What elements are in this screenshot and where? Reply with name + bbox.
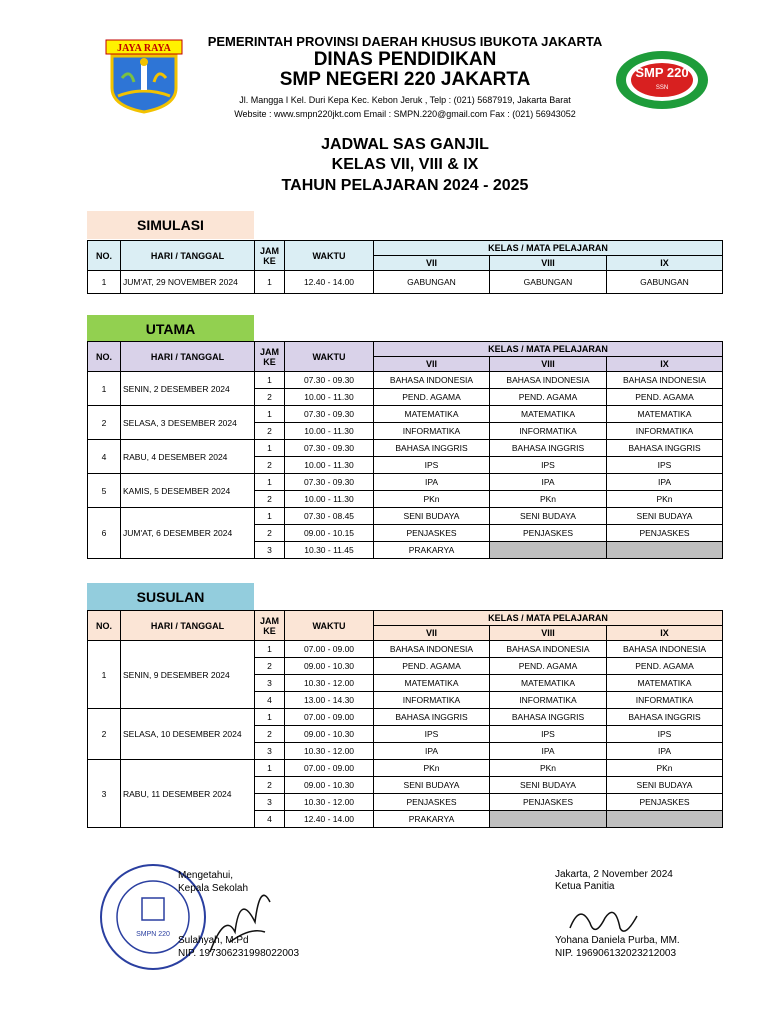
cell-ix: IPS [607,457,723,474]
cell-waktu: 07.30 - 09.30 [285,440,374,457]
cell-waktu: 09.00 - 10.30 [285,726,374,743]
cell-waktu: 10.30 - 11.45 [285,542,374,559]
col-viii: VIII [490,357,607,372]
cell-day: KAMIS, 5 DESEMBER 2024 [121,474,255,508]
left-sign-name: Sulahyah, M.Pd [178,935,249,946]
cell-ix: PKn [607,491,723,508]
cell-jam: 1 [255,440,285,457]
cell-vii: PRAKARYA [374,542,490,559]
col-jam: JAM KE [255,241,285,271]
cell-jam: 2 [255,658,285,675]
cell-ix: MATEMATIKA [607,406,723,423]
cell-viii [490,542,607,559]
cell-waktu: 07.00 - 09.00 [285,709,374,726]
cell-vii: SENI BUDAYA [374,777,490,794]
cell-day: JUM'AT, 6 DESEMBER 2024 [121,508,255,559]
jaya-raya-logo [104,38,184,114]
cell-viii: MATEMATIKA [490,406,607,423]
cell-jam: 3 [255,542,285,559]
cell-viii: PENJASKES [490,794,607,811]
header-school: SMP NEGERI 220 JAKARTA [279,69,531,90]
cell-viii: GABUNGAN [490,271,607,294]
cell-jam: 1 [255,271,285,294]
cell-no: 5 [88,474,121,508]
cell-day: SELASA, 3 DESEMBER 2024 [121,406,255,440]
cell-ix: BAHASA INGGRIS [607,709,723,726]
cell-waktu: 10.00 - 11.30 [285,423,374,440]
left-sign-label1: Mengetahui, [178,870,234,881]
col-day: HARI / TANGGAL [121,611,255,641]
cell-vii: INFORMATIKA [374,423,490,440]
cell-ix: GABUNGAN [607,271,723,294]
col-kelas: KELAS / MATA PELAJARAN [374,241,723,256]
cell-viii: PEND. AGAMA [490,389,607,406]
svg-text:SMP 220: SMP 220 [635,65,689,80]
cell-waktu: 09.00 - 10.15 [285,525,374,542]
col-viii: VIII [490,626,607,641]
header-address: Jl. Mangga I Kel. Duri Kepa Kec. Kebon Jeruk , Telp : (021) 5687919, Jakarta Barat [239,95,571,105]
cell-ix: PKn [607,760,723,777]
cell-waktu: 10.30 - 12.00 [285,794,374,811]
cell-viii: IPA [490,743,607,760]
cell-viii [490,811,607,828]
svg-text:JAYA RAYA: JAYA RAYA [117,43,171,54]
table-row [88,271,723,294]
table-row [88,641,723,658]
col-vii: VII [374,256,490,271]
cell-viii: INFORMATIKA [490,423,607,440]
cell-ix: MATEMATIKA [607,675,723,692]
smp220-logo [614,50,710,110]
right-sign-nip: NIP. 196906132023212003 [555,948,677,959]
cell-waktu: 07.30 - 08.45 [285,508,374,525]
cell-jam: 1 [255,760,285,777]
cell-vii: PEND. AGAMA [374,389,490,406]
cell-viii: BAHASA INGGRIS [490,709,607,726]
cell-jam: 1 [255,508,285,525]
cell-viii: IPA [490,474,607,491]
table-row [88,406,723,423]
cell-jam: 3 [255,794,285,811]
svg-text:SSN: SSN [655,85,669,91]
cell-ix [607,542,723,559]
cell-jam: 3 [255,675,285,692]
header-government: PEMERINTAH PROVINSI DAERAH KHUSUS IBUKOTA JAKARTA [207,34,603,49]
cell-vii: INFORMATIKA [374,692,490,709]
section-label-utama: UTAMA [87,315,254,343]
col-viii: VIII [490,256,607,271]
cell-jam: 2 [255,777,285,794]
cell-jam: 2 [255,457,285,474]
header-contact: Website : www.smpn220jkt.com Email : SMPN.220@gmail.com Fax : (021) 56943052 [234,109,576,119]
cell-day: RABU, 11 DESEMBER 2024 [121,760,255,828]
cell-ix: PENJASKES [607,525,723,542]
col-waktu: WAKTU [285,342,374,372]
cell-waktu: 10.30 - 12.00 [285,743,374,760]
schedule-table-simulasi [87,240,723,294]
cell-ix: BAHASA INGGRIS [607,440,723,457]
cell-jam: 1 [255,372,285,389]
section-label-susulan: SUSULAN [87,583,254,611]
cell-ix: PEND. AGAMA [607,658,723,675]
cell-waktu: 13.00 - 14.30 [285,692,374,709]
cell-ix: PEND. AGAMA [607,389,723,406]
col-kelas: KELAS / MATA PELAJARAN [374,342,723,357]
cell-viii: MATEMATIKA [490,675,607,692]
cell-waktu: 09.00 - 10.30 [285,658,374,675]
cell-vii: BAHASA INGGRIS [374,440,490,457]
cell-viii: SENI BUDAYA [490,777,607,794]
cell-vii: BAHASA INGGRIS [374,709,490,726]
header-agency: DINAS PENDIDIKAN [313,49,497,70]
cell-jam: 1 [255,474,285,491]
cell-no: 3 [88,760,121,828]
cell-viii: IPS [490,457,607,474]
cell-vii: IPA [374,743,490,760]
cell-vii: BAHASA INDONESIA [374,372,490,389]
cell-vii: MATEMATIKA [374,675,490,692]
cell-waktu: 09.00 - 10.30 [285,777,374,794]
cell-no: 2 [88,709,121,760]
cell-jam: 2 [255,726,285,743]
title-line1: JADWAL SAS GANJIL [321,136,489,153]
right-sign-name: Yohana Daniela Purba, MM. [555,935,680,946]
col-waktu: WAKTU [285,611,374,641]
title-line2: KELAS VII, VIII & IX [331,156,479,173]
cell-waktu: 10.30 - 12.00 [285,675,374,692]
cell-vii: PENJASKES [374,794,490,811]
cell-ix: IPS [607,726,723,743]
cell-vii: GABUNGAN [374,271,490,294]
cell-day: RABU, 4 DESEMBER 2024 [121,440,255,474]
cell-day: SELASA, 10 DESEMBER 2024 [121,709,255,760]
cell-vii: PKn [374,491,490,508]
table-row [88,474,723,491]
cell-viii: INFORMATIKA [490,692,607,709]
col-ix: IX [607,626,723,641]
cell-vii: SENI BUDAYA [374,508,490,525]
cell-no: 1 [88,641,121,709]
table-row [88,508,723,525]
cell-no: 4 [88,440,121,474]
cell-no: 6 [88,508,121,559]
cell-viii: PEND. AGAMA [490,658,607,675]
cell-vii: PENJASKES [374,525,490,542]
cell-jam: 1 [255,641,285,658]
col-vii: VII [374,357,490,372]
cell-viii: PKn [490,491,607,508]
cell-jam: 4 [255,811,285,828]
cell-viii: BAHASA INDONESIA [490,372,607,389]
cell-ix: SENI BUDAYA [607,508,723,525]
col-no: NO. [88,241,121,271]
col-no: NO. [88,611,121,641]
cell-viii: BAHASA INDONESIA [490,641,607,658]
cell-day: SENIN, 9 DESEMBER 2024 [121,641,255,709]
cell-ix: IPA [607,743,723,760]
cell-no: 1 [88,271,121,294]
cell-jam: 1 [255,406,285,423]
cell-waktu: 07.00 - 09.00 [285,760,374,777]
cell-vii: IPS [374,726,490,743]
right-sign-date: Jakarta, 2 November 2024 [555,869,673,880]
cell-vii: IPS [374,457,490,474]
cell-waktu: 07.00 - 09.00 [285,641,374,658]
section-label-simulasi: SIMULASI [87,211,254,239]
cell-waktu: 12.40 - 14.00 [285,271,374,294]
schedule-table-utama [87,341,723,559]
cell-waktu: 07.30 - 09.30 [285,406,374,423]
col-ix: IX [607,357,723,372]
cell-vii: MATEMATIKA [374,406,490,423]
right-sign-role: Ketua Panitia [555,881,615,892]
table-row [88,372,723,389]
cell-vii: PEND. AGAMA [374,658,490,675]
col-no: NO. [88,342,121,372]
col-day: HARI / TANGGAL [121,241,255,271]
cell-waktu: 07.30 - 09.30 [285,474,374,491]
cell-jam: 3 [255,743,285,760]
cell-vii: PKn [374,760,490,777]
col-day: HARI / TANGGAL [121,342,255,372]
table-row [88,440,723,457]
left-sign-label2: Kepala Sekolah [178,883,249,894]
col-kelas: KELAS / MATA PELAJARAN [374,611,723,626]
cell-viii: BAHASA INGGRIS [490,440,607,457]
col-jam: JAM KE [255,342,285,372]
cell-viii: IPS [490,726,607,743]
col-ix: IX [607,256,723,271]
cell-waktu: 10.00 - 11.30 [285,457,374,474]
cell-ix: IPA [607,474,723,491]
cell-jam: 2 [255,491,285,508]
cell-day: JUM'AT, 29 NOVEMBER 2024 [121,271,255,294]
col-jam: JAM KE [255,611,285,641]
cell-vii: PRAKARYA [374,811,490,828]
cell-no: 1 [88,372,121,406]
cell-jam: 2 [255,423,285,440]
cell-waktu: 10.00 - 11.30 [285,491,374,508]
cell-jam: 2 [255,525,285,542]
col-vii: VII [374,626,490,641]
cell-viii: PKn [490,760,607,777]
cell-ix: INFORMATIKA [607,423,723,440]
cell-ix: BAHASA INDONESIA [607,372,723,389]
col-waktu: WAKTU [285,241,374,271]
title-line3: TAHUN PELAJARAN 2024 - 2025 [281,177,529,194]
schedule-table-susulan [87,610,723,828]
table-row [88,709,723,726]
cell-ix: PENJASKES [607,794,723,811]
cell-waktu: 10.00 - 11.30 [285,389,374,406]
cell-jam: 4 [255,692,285,709]
cell-ix [607,811,723,828]
cell-jam: 1 [255,709,285,726]
cell-waktu: 12.40 - 14.00 [285,811,374,828]
left-sign-nip: NIP. 197306231998022003 [178,948,300,959]
cell-ix: BAHASA INDONESIA [607,641,723,658]
cell-jam: 2 [255,389,285,406]
cell-vii: BAHASA INDONESIA [374,641,490,658]
cell-vii: IPA [374,474,490,491]
cell-viii: PENJASKES [490,525,607,542]
cell-ix: SENI BUDAYA [607,777,723,794]
cell-ix: INFORMATIKA [607,692,723,709]
cell-no: 2 [88,406,121,440]
svg-text:SMPN 220: SMPN 220 [136,931,170,938]
table-row [88,760,723,777]
cell-day: SENIN, 2 DESEMBER 2024 [121,372,255,406]
cell-viii: SENI BUDAYA [490,508,607,525]
cell-waktu: 07.30 - 09.30 [285,372,374,389]
